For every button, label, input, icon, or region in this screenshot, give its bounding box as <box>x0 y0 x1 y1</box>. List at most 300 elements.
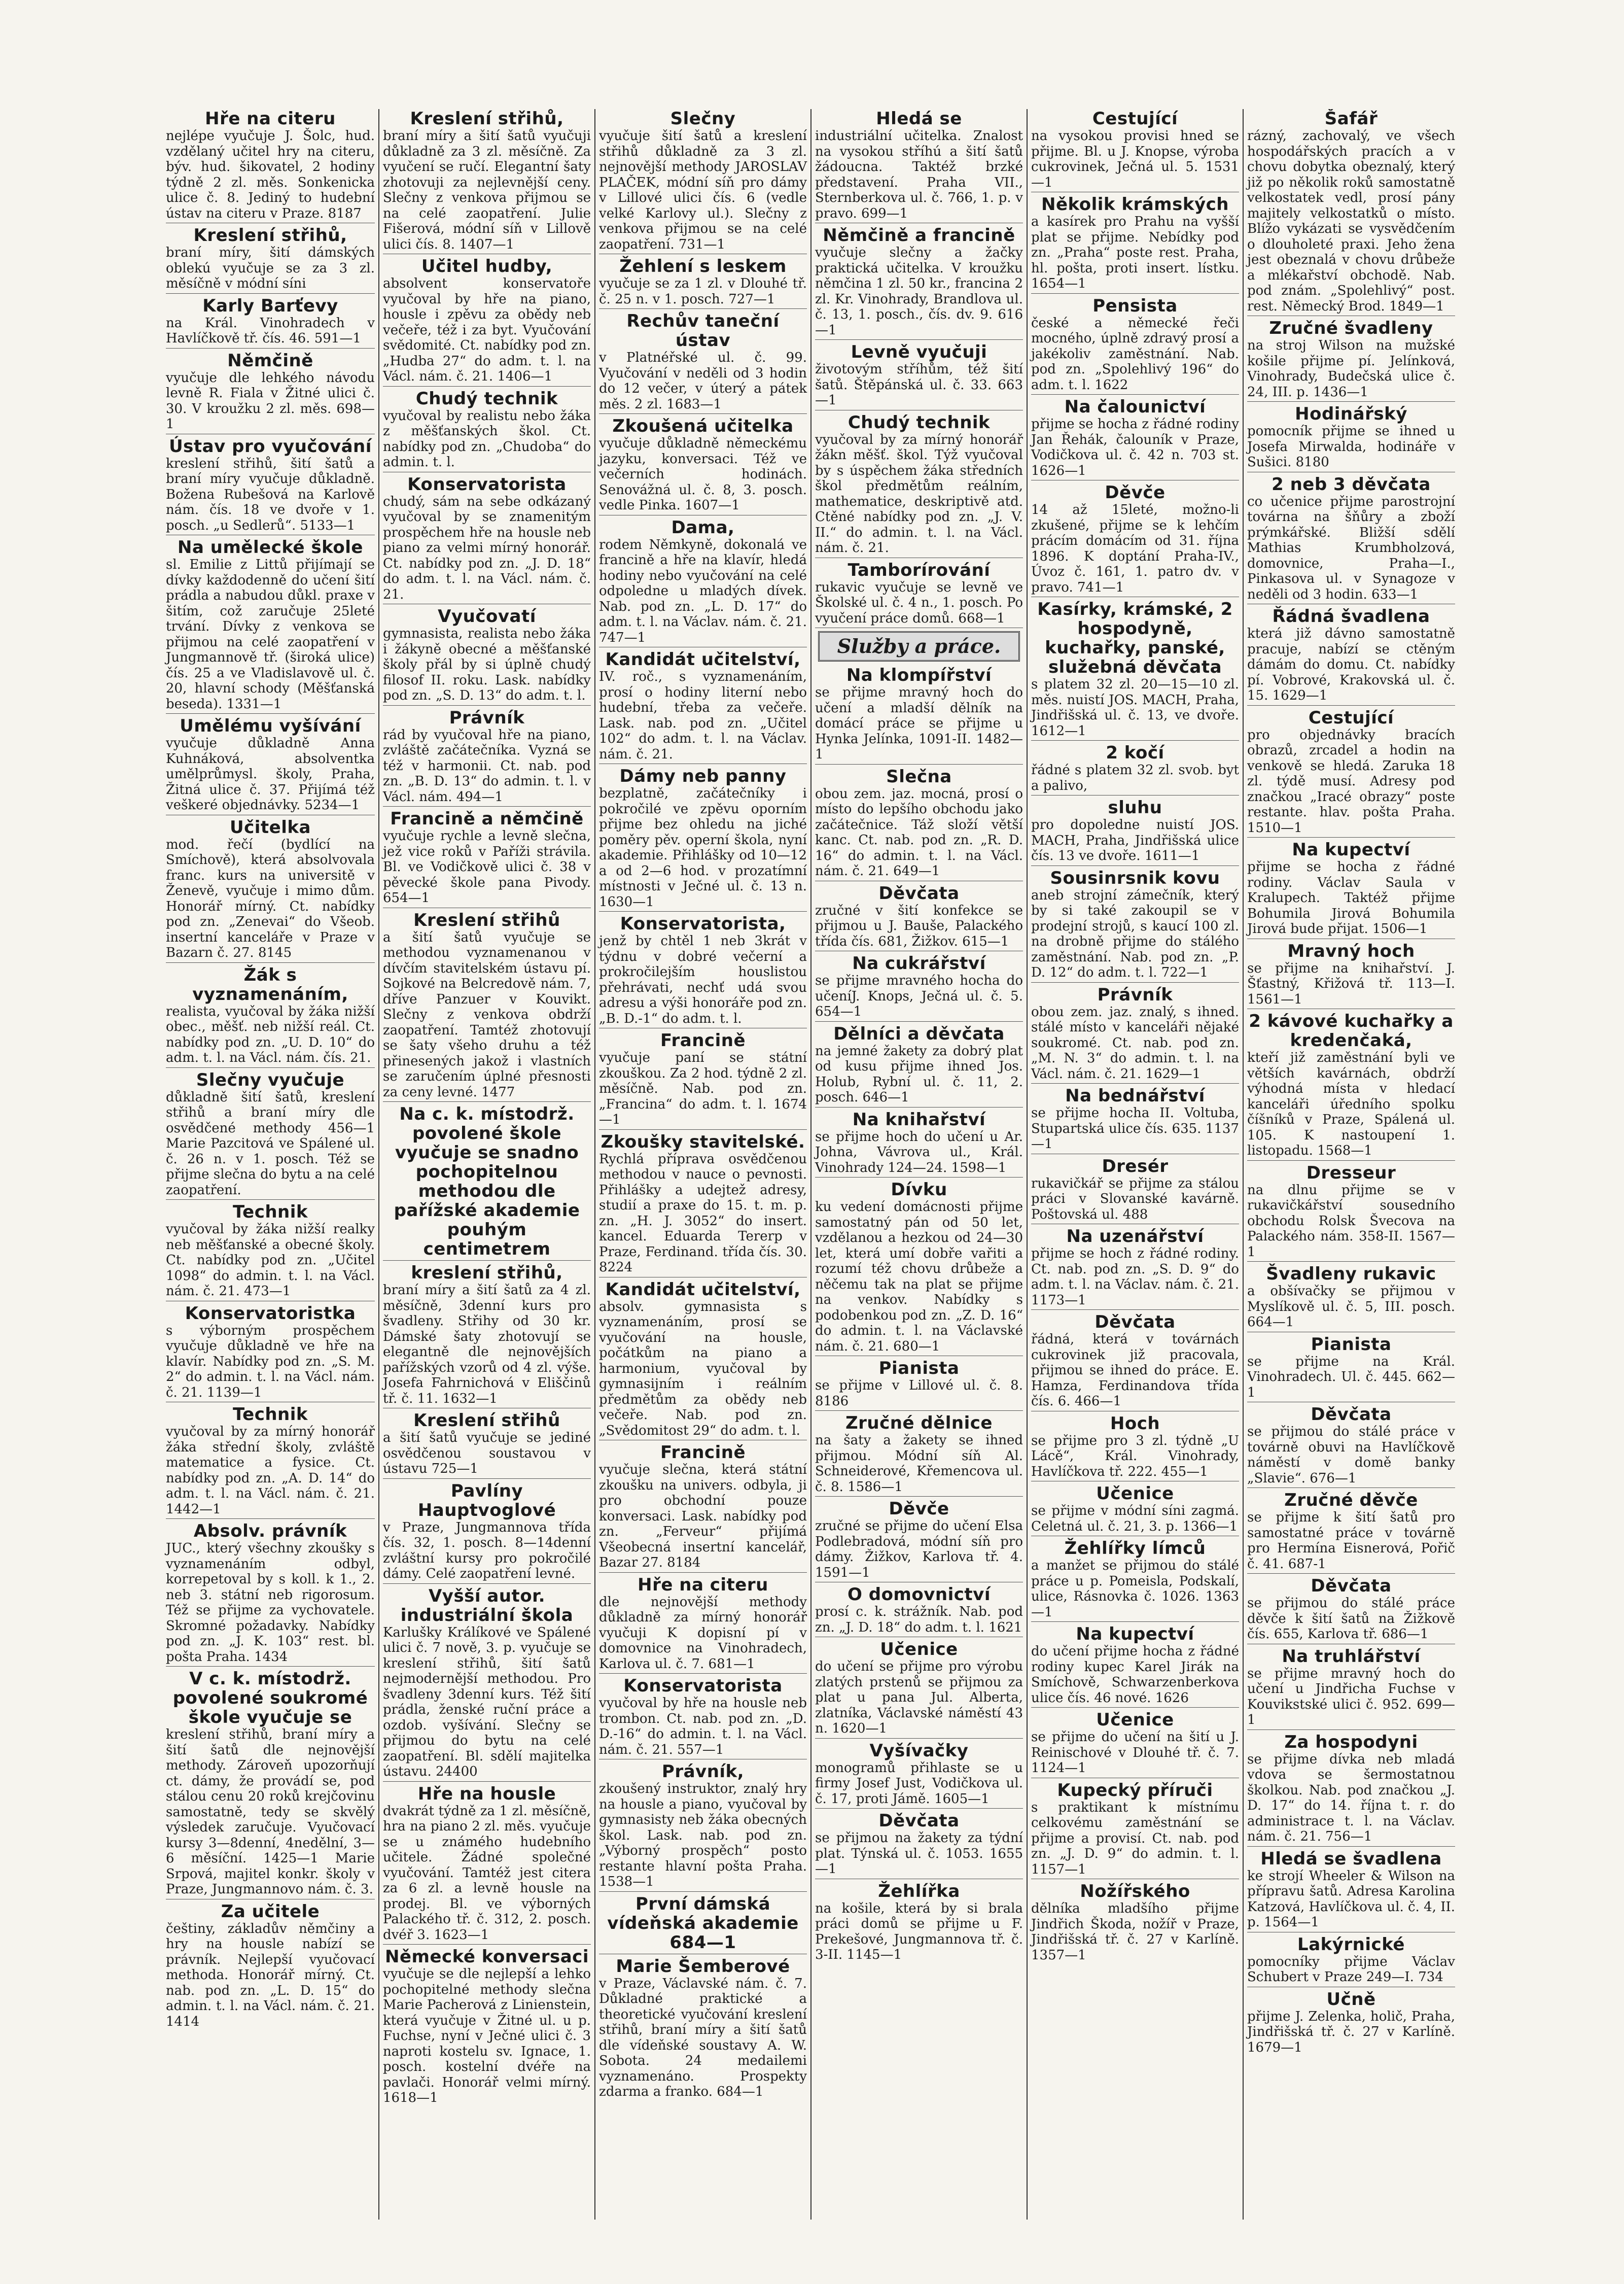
ad-heading: Děvčata <box>878 1811 960 1831</box>
ad-heading: Zkoušená učitelka <box>612 416 794 436</box>
classified-ad <box>383 389 591 472</box>
ad-body: ku vedení domácnosti přijme samostatný pán od 50 let, vzdělanou a hezkou od 24—30 let, která umí dobře vařiti a rozumí též chovu drůbeže a něčemu tak na plat se přijme na venkov. Nabídky s podobenkou pod zn. „Z. D. 16“ do admin. t. l. na Václavské nám. č. 21. 680—1 <box>815 1199 1023 1354</box>
ad-body: chudý, sám na sebe odkázaný vyučoval by se znamenitým prospěchem hře na housle neb piano za velmi mírný honorář. Ct. nabídky pod zn. „J. D. 18“ do adm. t. l. na Václ. nám. č. 21. <box>383 494 591 602</box>
ad-heading: Cestující <box>1092 109 1178 129</box>
classified-ad <box>599 1443 807 1573</box>
ad-body: dle nejnovější methody důkladně za mírný honorář vyučuji K dopisní pí v domovnice na Vinohradech, Karlova ul. č. 7. 681—1 <box>599 1594 807 1672</box>
ad-heading: Za hospodyni <box>1284 1732 1418 1752</box>
classified-ad <box>383 109 591 254</box>
ad-body: pomocník přijme se ihned u Josefa Mirwalda, hodináře v Sušici. 8180 <box>1247 424 1455 470</box>
classified-ad <box>1247 1849 1455 1932</box>
ad-heading: Právník, <box>661 1761 745 1782</box>
ad-heading: Francině a němčině <box>390 809 584 829</box>
classified-ad <box>1247 1491 1455 1574</box>
ad-body: nejlépe vyučuje J. Šolc, hud. vzdělaný učitel hry na citeru, býv. hud. šikovatel, 2 hodiny týdně 2 zl. měs. Sonkenicka ulice č. 8. Jediný to hudební ústav na citeru v Praze. 8187 <box>166 128 375 221</box>
ad-heading: V c. k. místodrž. povolené soukromé škole vyučuje se <box>172 1669 368 1727</box>
ad-heading: Učitelka <box>230 817 311 838</box>
ad-body: na košile, která by si brala práci domů se přijme u F. Prekešové, Jungmannova tř. č. 3-II. 1145—1 <box>815 1900 1023 1962</box>
ad-body: se přijme mravného hocha do učeníJ. Knops, Ječná ul. č. 5. 654—1 <box>815 973 1023 1019</box>
ad-heading: Konservatorista <box>407 474 567 495</box>
classified-ad <box>1031 1484 1239 1536</box>
ad-body: důkladně šití šatů, kreslení střihů a braní míry dle osvědčené methody 456—1 Marie Pazcitová ve Spálené ul. č. 26 n. v 1. posch. Též se přijme slečna do bytu a na celé zaopatření. <box>166 1089 375 1198</box>
ad-body: vyučoval by realistu nebo žáka z měšťanských škol. Ct. nabídky pod zn. „Chudoba“ do admin. t. l. <box>383 408 591 470</box>
ad-body: zručné se přijme do učení Elsa Podlebradová, módní síň pro dámy. Žižkov, Karlova tř. 4. 1591—1 <box>815 1518 1023 1580</box>
ad-body: kreslení střihů, šití šatů a braní míry vyučuje důkladně. Božena Rubešová na Karlově nám. čís. 18 ve dvoře v 1. posch. „u Sedlerů“. 5133—1 <box>166 456 375 533</box>
ad-body: aneb strojní zámečník, který by si také zakoupil se v prodejní strojů, s kaucí 100 zl. na drobně přijme do stálého zaměstnání. Nab. pod zn. „P. D. 12“ do adm. t. l. 722—1 <box>1031 887 1239 980</box>
ad-heading: Konservatorista <box>623 1676 783 1696</box>
ad-heading: Kupecký příruči <box>1057 1780 1213 1801</box>
classified-ad <box>166 437 375 536</box>
ad-body: na Král. Vinohradech v Havlíčkově tř. čís. 46. 591—1 <box>166 315 375 346</box>
ad-body: se přijme na knihařství. J. Šťastný, Křižová tř. 113—I. 1561—1 <box>1247 960 1455 1007</box>
ad-body: rodem Němkyně, dokonalá ve francině a hře na klavír, hledá hodiny nebo vyučování na celé odpoledne u mladých dívek. Nab. pod zn. „L. D. 17“ do adm. t. l. na Václav. nám. č. 21. 747—1 <box>599 537 807 645</box>
ad-heading: Karly Barťevy <box>202 295 338 316</box>
ad-body: na stroj Wilson na mužské košile přijme pí. Jelínková, Vinohrady, Budečská ulice č. 24, III. p. 1436—1 <box>1247 338 1455 400</box>
ad-heading: Za učitele <box>221 1901 320 1922</box>
classified-ad <box>599 914 807 1028</box>
classified-ad <box>166 1405 375 1519</box>
ad-body: na šaty a žakety se ihned přijmou. Módní síň Al. Schneiderové, Křemencova ul. č. 8. 1586—1 <box>815 1433 1023 1495</box>
classified-ad <box>1031 869 1239 983</box>
ad-body: se přijme do učení na šití u J. Reinischové v Dlouhé tř. č. 7. 1124—1 <box>1031 1729 1239 1776</box>
classified-ad <box>815 666 1023 765</box>
classified-ad <box>1031 1157 1239 1225</box>
classified-ad <box>815 109 1023 223</box>
ad-heading: Marie Šemberové <box>616 1956 790 1977</box>
classified-ad <box>1247 1264 1455 1332</box>
ad-heading: Němčině a francině <box>823 225 1015 246</box>
ad-body: a manžet se přijmou do stálé práce u p. Pomeisla, Podskalí, ulice, Rásnovka č. 1026. 1363—1 <box>1031 1558 1239 1620</box>
classified-ad <box>815 561 1023 629</box>
ad-body: vyučuje důkladně německému jazyku, konversaci. Též ve večerních hodinách. Senovážná ul. č. 8, 3. posch. vedle Pinka. 1607—1 <box>599 436 807 513</box>
ad-body: braní míry, šití dámských oblekú vyučuje se za 3 zl. měsíčně v módní síni <box>166 245 375 291</box>
ad-heading: Hodinářský <box>1295 404 1407 424</box>
classified-ad <box>815 1811 1023 1879</box>
ad-body: Rychlá příprava osvědčenou methodou v nauce o pevnosti. Přihlášky a udejtež adresy, studií a praxe do 15. t. m. p. zn. „H. J. 3052“ do insert. kancel. Eduarda Tererp v Praze, Ferdinand. třída čís. 30. 8224 <box>599 1151 807 1275</box>
classified-ad <box>1247 1990 1455 2057</box>
classified-ad <box>815 1882 1023 1964</box>
classified-ad <box>599 1132 807 1277</box>
classified-ad <box>166 1521 375 1667</box>
ad-heading: Učitel hudby, <box>421 256 553 276</box>
ad-heading: 2 kávové kuchařky a kredenčaká, <box>1249 1011 1454 1051</box>
ad-heading: Na uzenářství <box>1066 1226 1204 1247</box>
ad-heading: Levně vyučuji <box>851 342 987 362</box>
classified-ad <box>166 351 375 434</box>
classified-ad <box>1031 1882 1239 1964</box>
ad-heading: Kandidát učitelství, <box>605 1279 801 1300</box>
ad-body: IV. roč., s vyznamenáním, prosí o hodiny literní nebo hudební, třeba za večeře. Lask. nab. pod zn. „Učitel 102“ do adm. t. l. na Václav. nám. č. 21. <box>599 669 807 762</box>
classified-ad <box>1247 1012 1455 1161</box>
classified-ad <box>599 417 807 515</box>
classified-ad <box>1031 1539 1239 1622</box>
ad-heading: Pavlíny Hauptvoglové <box>417 1480 556 1520</box>
ad-heading: Kasírky, krámské, 2 hospodyně, kuchařky, panské, služebná děvčata <box>1037 599 1233 677</box>
classified-ad <box>166 296 375 349</box>
ad-body: pro dopoledne nuistí JOS. MACH, Praha, Jindřišská ulice čís. 13 ve dvoře. 1611—1 <box>1031 817 1239 863</box>
ad-body: řádné s platem 32 zl. svob. byt a palivo, <box>1031 763 1239 793</box>
ad-heading: Konservatoristka <box>185 1303 356 1324</box>
ad-body: v Praze, Jungmannova třída čís. 32, 1. posch. 8—14denní zvláštní kursy pro pokročilé dámy. Celé zaopatření levné. <box>383 1519 591 1581</box>
ad-heading: Chudý technik <box>848 412 991 433</box>
classified-ad <box>599 767 807 912</box>
ad-heading: Chudý technik <box>415 388 558 409</box>
ad-heading: Děvčata <box>1311 1404 1392 1425</box>
ad-heading: Právník <box>449 707 525 728</box>
classified-ad <box>1247 1405 1455 1488</box>
ad-body: a šití šatů vyučuje se methodou vyznamenanou v dívčím stavitelském ústavu pí. Sojkové na Belcredově nám. 7, dříve Panzuer v Kouvikt. Slečny z venkova obdrží zaopatření. Tamtéž zhotovují se šaty všeho druhu a též přinesených jakož i vlastních se zaručením úplné přesnosti za ceny levné. 1477 <box>383 929 591 1100</box>
classified-ad <box>166 109 375 223</box>
ad-body: na vysokou provisi hned se přijme. Bl. u J. Knopse, výroba cukrovinek, Ječná ul. 5. 1531—1 <box>1031 128 1239 190</box>
ad-body: vyučuje se dle nejlepší a lehko pochopitelné methody slečna Marie Pacherová z Linienstein, která vyučuje v Žitné ul. u p. Fuchse, nyní v Ječné ulici č. 3 naproti kostelu sv. Ignace, 1. posch. kostelní dvéře na pavlači. Honorář velmi mírný. 1618—1 <box>383 1966 591 2105</box>
ad-body: Karlušky Králíkové ve Spálené ulici č. 7 nově, 3. p. vyučuje se kreslení střihů, šití šatů nejmodernější methodou. Pro švadleny 3denní kurs. Též šití prádla, ženské ruční práce a ozdob. vyšívání. Slečny se přijmou do bytu na celé zaopatření. Bl. sdělí majitelka ústavu. 24400 <box>383 1624 591 1779</box>
ad-heading: Hledá se <box>876 109 962 129</box>
classified-ad <box>1031 109 1239 192</box>
ad-heading: Učně <box>1326 1989 1376 2010</box>
ad-body: se přijme mravný hoch do učení a mladší dělník na domácí práce se přijme u Hynka Jelínka, 1091-II. 1482—1 <box>815 685 1023 762</box>
ad-heading: Dámy neb panny <box>619 766 787 786</box>
ad-heading: Vyučovatí <box>438 606 536 627</box>
ad-body: přijme se hoch z řádné rodiny. Ct. nab. pod zn. „S. D. 9“ do adm. t. l. na Václav. nám. č. 21. 1173—1 <box>1031 1246 1239 1308</box>
ad-heading: Na kupectví <box>1292 840 1410 860</box>
ad-heading: Na klompířství <box>846 665 992 685</box>
classified-ad <box>1247 1935 1455 1987</box>
ad-heading: Na čalounictví <box>1064 397 1206 417</box>
ad-body: rukavičkář se přijme za stálou práci v Slovanské kavárně. Poštovská ul. 488 <box>1031 1175 1239 1222</box>
ad-heading: Vyšívačky <box>869 1740 969 1761</box>
ad-body: prosí c. k. strážník. Nab. pod zn. „J. D. 18“ do adm. t. l. 1621 <box>815 1604 1023 1635</box>
classified-ad <box>815 884 1023 952</box>
ad-body: sl. Emilie z Littů přijímají se dívky každodenně do učení šití prádla a nabudou důkl. praxe v šitím, což zaručuje 25leté trvání. Dívky z venkova se přijmou na celé zaopatření v Jungmannově tř. (široká ulice) čís. 25 a ve Vladislavově ul. č. 20, hlavní schody (Měšťanská beseda). 1331—1 <box>166 557 375 712</box>
ad-heading: Žehlení s leskem <box>619 256 787 276</box>
classified-ad <box>383 1586 591 1782</box>
ad-body: která již dávno samostatně pracuje, nabízí se ctěným dámám do domu. Ct. nabídky pí. Vobrové, Krakovská ul. č. 15. 1629—1 <box>1247 626 1455 703</box>
ad-heading: Děvčata <box>878 883 960 904</box>
ad-heading: Hře na citeru <box>205 109 336 129</box>
classified-ad <box>1031 483 1239 597</box>
ad-body: kreslení střihů, braní míry a šití šatů dle nejnovější methody. Zároveň upozorňují ct. dámy, že provádí se, pod stálou cenu 20 roků krejčovinu samostatně, tedy se skvělý výsledek zaručuje. Vyučovací kursy 3—8denní, 4nedělní, 3—6 měsíční. 1425—1 Marie Srpová, majitel konkr. školy v Praze, Jungmannovo nám. č. 3. <box>166 1727 375 1897</box>
ad-heading: Na cukrářství <box>852 953 986 974</box>
ad-heading: Kreslení střihů, <box>193 225 347 246</box>
section-banner: Služby a práce. <box>818 631 1020 662</box>
ad-body: pomocníky přijme Václav Schubert v Praze 249—I. 734 <box>1247 1954 1455 1985</box>
ad-body: a kasírek pro Prahu na vyšší plat se přijme. Nebídky pod zn. „Praha“ poste rest. Praha, hl. pošta, proti insert. lístku. 1654—1 <box>1031 214 1239 291</box>
ad-body: bezplatně, začátečníky i pokročilé ve zpěvu oporním přijme bez ohledu na jiché poměry pěv. operní škola, nyní akademie. Přihlášky od 10—12 a od 2—6 hod. v prozatímní místnosti v Ječné ul. č. 13 n. 1630—1 <box>599 786 807 910</box>
classified-ad <box>1031 1414 1239 1482</box>
classified-ad <box>1247 1733 1455 1847</box>
ad-body: v Praze, Václavské nám. č. 7. Důkladné praktické a theoretické vyučování kreslení střihů, braní míry a šití šatů dle vídeňské soustavy A. W. Sobota. 24 medailemi vyznamenáno. Prospekty zdarma a franko. 684—1 <box>599 1976 807 2099</box>
classified-ad <box>599 1894 807 1954</box>
ad-body: ke strojí Wheeler & Wilson na přípravu šatů. Adresa Karolina Katzová, Havlíčkova ul. č. 4, II. p. 1564—1 <box>1247 1868 1455 1930</box>
classified-ad <box>599 518 807 648</box>
classified-ad <box>383 607 591 706</box>
ad-heading: Sousinrsnik kovu <box>1050 868 1220 888</box>
ad-body: mod. řečí (bydlící na Smíchově), která absolvovala franc. kurs na universitě v Ženevě, vyučuje i mimo dům. Honorář mírný. Ct. nabídky pod zn. „Zenevai“ do Všeob. insertní kanceláře v Praze v Bazarn č. 27. 8145 <box>166 837 375 960</box>
column-2 <box>378 109 594 2220</box>
classified-ad <box>1247 1576 1455 1644</box>
ad-heading: Na umělecké škole <box>178 537 363 558</box>
ad-body: 14 až 15leté, možno-li zkušené, přijme se k lehčím prácím domácím od 31. října 1896. K doptání Praha-IV., Úvoz č. 161, 1. patro dv. v pravo. 741—1 <box>1031 502 1239 595</box>
ad-heading: Francině <box>660 1030 746 1051</box>
ad-body: na jemné žakety za dobrý plat od kusu přijme ihned Jos. Holub, Rybní ul. č. 11, 2. posch. 646—1 <box>815 1043 1023 1105</box>
classified-ad <box>166 818 375 963</box>
ad-heading: Několik krámských <box>1041 194 1229 215</box>
ad-heading: Mravný hoch <box>1287 941 1415 961</box>
ad-heading: Tamborírování <box>848 560 991 580</box>
ad-body: rád by vyučoval hře na piano, zvláště začátečníka. Vyzná se též v harmonii. Ct. nab. pod zn. „B. D. 13“ do admin. t. l. v Václ. nám. 494—1 <box>383 727 591 805</box>
classified-ad <box>383 809 591 908</box>
classified-ad <box>815 226 1023 340</box>
ad-heading: Dívku <box>891 1180 947 1200</box>
ad-body: v Platnéřské ul. č. 99. Vyučování v neděli od 3 hodin do 12 večer, v úterý a pátek měs. 2 zl. 1683—1 <box>599 350 807 412</box>
column-3 <box>594 109 810 2220</box>
ad-body: pro objednávky bracích obrazů, zrcadel a hodin na venkově se hledá. Zaruka 18 zl. týdě musí. Adresy pod značkou „Iracé obrazy“ poste restante. hlav. pošta Praha. 1510—1 <box>1247 727 1455 836</box>
ad-body: a šití šatů vyučuje se jediné osvědčenou soustavou v ústavu 725—1 <box>383 1430 591 1476</box>
ad-body: realista, vyučoval by žáka nižší obec., měšť. neb nižší reál. Ct. nabídky pod zn. „U. D. 10“ do adm. t. l. na Václ. nám. čís. 21. <box>166 1003 375 1065</box>
column-4 <box>810 109 1027 2220</box>
classified-ad <box>383 911 591 1102</box>
classified-ad <box>815 413 1023 558</box>
classified-ad <box>1031 296 1239 395</box>
ad-body: se přijmou na žakety za týdní plat. Týnská ul. č. 1053. 1655—1 <box>815 1830 1023 1877</box>
classified-ad <box>599 1031 807 1130</box>
ad-heading: Švadleny rukavic <box>1266 1264 1436 1284</box>
ad-heading: Učenice <box>880 1639 958 1659</box>
classified-ad <box>1031 1624 1239 1708</box>
ad-heading: Ústav pro vyučování <box>169 436 372 457</box>
classified-ad <box>815 1110 1023 1178</box>
ad-body: dělníka mladšího přijme Jindřich Škoda, nožíř v Praze, Jindřišská tř. č. 27 v Karlíně. 1357—1 <box>1031 1901 1239 1963</box>
ad-body: se přijme dívka neb mladá vdova se šermostatnou školkou. Nab. pod značkou „J. D. 17“ do 14. října t. r. do administrace t. l. na Václav. nám. č. 21. 756—1 <box>1247 1751 1455 1844</box>
classified-ad <box>599 1957 807 2101</box>
column-5 <box>1027 109 1243 2220</box>
classified-ad <box>383 1104 591 1261</box>
ad-body: absolvent konservatoře vyučoval by hře na piano, housle i zpěvu za obědy neb večeře, též i za byt. Vyučování svědomité. Ct. nabídky pod zn. „Hudba 27“ do adm. t. l. na Václ. nám. č. 21. 1406—1 <box>383 276 591 384</box>
classified-ad <box>383 1263 591 1408</box>
ad-body: braní míry a šití šatů vyučuji důkladně za 3 zl. měsíčně. Za vyučení se ručí. Elegantní šaty zhotovuji za nejlevnější ceny. Slečny z venkova přijmou se na celé zaopatření. Julie Fišerová, módní síň v Lillově ulici čís. 8. 1407—1 <box>383 128 591 252</box>
ad-body: s výborným prospěchem vyučuje důkladně ve hře na klavír. Nabídky pod zn. „S. M. 2“ do admin. t. l. na Václ. nám. č. 21. 1139—1 <box>166 1323 375 1400</box>
ad-heading: Žák s vyznamenáním, <box>192 964 348 1005</box>
ad-heading: Vyšší autor. industriální škola <box>400 1585 574 1625</box>
classified-ad <box>383 475 591 605</box>
classified-ad <box>815 1640 1023 1739</box>
classified-ad <box>815 767 1023 881</box>
ad-body: přijme se hocha z řádné rodiny Jan Řehák, čalouník v Praze, Vodičkova ul. č. 42 n. 703 st. 1626—1 <box>1031 417 1239 478</box>
ad-heading: 2 neb 3 děvčata <box>1272 474 1431 495</box>
ad-heading: Právník <box>1097 984 1173 1005</box>
ad-body: do učení přijme hocha z řádné rodiny kupec Karel Jirák na Smíchově, Schwarzenberkova ulice čís. 46 nové. 1626 <box>1031 1644 1239 1706</box>
ad-heading: Kreslení střihů, <box>410 109 564 129</box>
ad-body: vyučuje slečny a žačky praktická učitelka. V kroužku němčina 1 zl. 50 kr., francina 2 zl. Kr. Vinohrady, Brandlova ul. č. 13, 1. posch., čís. dv. 9. 616—1 <box>815 245 1023 338</box>
ad-body: braní míry a šití šatů za 4 zl. měsíčně, 3denní kurs pro švadleny. Střihy od 30 kr. Dámské šaty zhotovují se elegantně dle nejnovějších pařížských vzorů od 4 zl. výše. Josefa Fahrnichová v Eliščinů tř. č. 11. 1632—1 <box>383 1283 591 1406</box>
ad-heading: Rechův taneční ústav <box>626 311 780 351</box>
ad-heading: O domovnictví <box>848 1584 991 1605</box>
classified-ad <box>166 538 375 714</box>
classified-ad <box>1031 195 1239 294</box>
ad-body: co učenice přijme parostrojní továrna na šňůry a zboží prýmkářské. Bližší sdělí Mathias Krumbholzová, domovnice, Praha—I., Pinkasova ul. v Synagoze v neděli od 3 hodin. 633—1 <box>1247 494 1455 602</box>
column-1 <box>162 109 378 2220</box>
ad-heading: 2 kočí <box>1106 743 1164 763</box>
ad-heading: Absolv. právník <box>193 1521 347 1541</box>
ad-body: zručné v šití konfekce se přijmou u J. Bauše, Palackého třída čís. 681, Žižkov. 615—1 <box>815 903 1023 949</box>
classified-ad <box>815 1359 1023 1411</box>
ad-heading: kreslení střihů, <box>411 1263 563 1283</box>
ad-body: češtiny, základův němčiny a hry na housle nabízí se právník. Nejlepší vyučovací methoda. Honorář mírný. Ct. nab. pod zn. „L. D. 15“ do admin. t. l. na Václ. nám. č. 21. 1414 <box>166 1921 375 2029</box>
ad-body: přijme se hocha z řádné rodiny. Václav Saula v Kralupech. Taktéž přijme Bohumila Jirová Bohumila Jirová bude přijat. 1506—1 <box>1247 859 1455 937</box>
ad-heading: Děvče <box>889 1499 949 1519</box>
ad-body: vyučoval by hře na housle neb trombon. Ct. nab. pod zn. „D. D.-16“ do admin. t. l. na Václ. nám. č. 21. 557—1 <box>599 1695 807 1757</box>
classified-ad <box>166 965 375 1068</box>
ad-heading: Němčině <box>227 350 313 371</box>
ad-body: jenž by chtěl 1 neb 3krát v týdnu v dobré večerní a prokročilejším houslistou přehrávati, nechť udá svou adresu a výši honoráře pod zn. „B. D.-1“ do adm. t. l. <box>599 933 807 1026</box>
ad-heading: Na c. k. místodrž. povolené škole vyučuje se snadno pochopitelnou methodou dle pařížské akademie pouhým centimetrem <box>394 1104 580 1259</box>
ad-heading: sluhu <box>1108 798 1162 818</box>
classified-ad <box>599 1575 807 1674</box>
ad-heading: Kandidát učitelství, <box>605 649 801 670</box>
ad-body: absolv. gymnasista s vyznamenáním, prosí se vyučování na housle, počátkům na piano a harmonium, vyučoval by gymnasijním i reálním předmětům za obědy neb večeře. Nab. pod zn. „Svědomitost 29“ do adm. t. l. <box>599 1299 807 1438</box>
ad-heading: Děvče <box>1105 482 1166 503</box>
ad-body: JUC., který všechny zkoušky s vyznamenáním odbyl, korrepetoval by s koll. k 1., 2. neb 3. státní neb rigorosum. Též se přijme za vychovatele. Skromné požadavky. Nabídky pod zn. „J. K. 103“ rest. bl. pošta Praha. 1434 <box>166 1541 375 1665</box>
ad-heading: Děvčata <box>1311 1576 1392 1596</box>
classified-ad <box>815 1180 1023 1356</box>
ad-body: vyučuje šití šatů a kreslení střihů důkladně za 3 zl. nejnovější methody JAROSLAV PLAČEK, módní síň pro dámy v Lillové ulici čís. 6 (vedle velké Karlovy ul.). Slečny z venkova přijmou se na celé zaopatření. 731—1 <box>599 128 807 252</box>
classified-ad <box>383 708 591 807</box>
classified-ad <box>599 109 807 254</box>
ad-heading: Děvčata <box>1095 1312 1176 1332</box>
ad-heading: Řádná švadlena <box>1272 606 1430 627</box>
classified-ad <box>1247 1647 1455 1730</box>
ad-heading: Na truhlářství <box>1282 1646 1421 1667</box>
classified-ad <box>599 1762 807 1892</box>
ad-heading: Žehlířka <box>878 1881 960 1901</box>
ad-heading: Konservatorista, <box>620 914 786 934</box>
ad-heading: Dělníci a děvčata <box>833 1023 1005 1044</box>
ad-heading: Hledá se švadlena <box>1260 1848 1442 1869</box>
classified-ad <box>815 1585 1023 1637</box>
ad-heading: Technik <box>232 1202 308 1222</box>
ad-heading: Cestující <box>1308 707 1394 728</box>
ad-heading: Pianista <box>878 1358 960 1378</box>
ad-body: vyučuje slečna, která státní zkoušku na univers. odbyla, ji pro obchodní pouze konversaci. Lask. nabídky pod zn. „Ferveur“ přijímá Všeobecná insertní kancelář, Bazar 27. 8184 <box>599 1462 807 1570</box>
ad-body: zkoušený instruktor, znalý hry na housle a piano, vyučoval by gymnasisty neb žáka obecných škol. Lask. nab. pod zn. „Výborný prospěch“ posto restante hlavní pošta Praha. 1538—1 <box>599 1781 807 1889</box>
ad-body: s platem 32 zl. 20—15—10 zl. měs. nuistí JOS. MACH, Praha, Jindřišská ul. č. 13, ve dvoře. 1612—1 <box>1031 677 1239 739</box>
classified-ad <box>383 1947 591 2107</box>
ad-body: vyučuje se za 1 zl. v Dlouhé tř. č. 25 n. v 1. posch. 727—1 <box>599 276 807 307</box>
ad-body: přijme J. Zelenka, holič, Praha, Jindřišská tř. č. 27 v Karlíně. 1679—1 <box>1247 2009 1455 2055</box>
ad-body: se přijme hoch do učení u Ar. Johna, Vávrova ul., Král. Vinohrady 124—24. 1598—1 <box>815 1129 1023 1175</box>
ad-body: na dlnu přijme se v rukavičkářství sousedního obchodu Rolsk Švecova na Palackého nám. 358-II. 1567—1 <box>1247 1182 1455 1260</box>
ad-heading: Zručné švadleny <box>1269 318 1433 338</box>
classified-ad <box>166 1669 375 1899</box>
ad-heading: Kreslení střihů <box>413 910 560 930</box>
classified-ad <box>1031 743 1239 795</box>
ad-body: do učení se přijme pro výrobu zlatých prstenů se přijmou za plat u pana Jul. Alberta, zlatníka, Václavské náměstí 43 n. 1620—1 <box>815 1659 1023 1736</box>
ad-body: se přijme k šití šatů pro samostatné práce v továrně pro Hermína Eisnerová, Pořič č. 41. 687-1 <box>1247 1510 1455 1572</box>
classified-ad <box>815 1413 1023 1497</box>
ad-heading: Zručné dělnice <box>845 1413 993 1433</box>
ad-body: se přijme v Lillové ul. č. 8. 8186 <box>815 1378 1023 1409</box>
classified-ad <box>1031 1227 1239 1310</box>
ad-heading: Žehlířky límců <box>1064 1538 1206 1559</box>
ad-heading: Slečny vyučuje <box>196 1069 345 1090</box>
classified-ad <box>383 257 591 387</box>
ad-body: vyučoval by za mírný honorář žáka střední školy, zvláště matematice a fysice. Ct. nabídky pod zn. „A. D. 14“ do adm. t. l. na Václ. nám. č. 21. 1442—1 <box>166 1424 375 1517</box>
classified-ad <box>166 1304 375 1403</box>
ad-heading: Na kupectví <box>1076 1624 1194 1644</box>
classified-ad <box>815 954 1023 1022</box>
classified-ad <box>815 342 1023 410</box>
ad-body: monogramů přihlaste se u firmy Josef Just, Vodičkova ul. č. 17, proti Jámě. 1605—1 <box>815 1760 1023 1807</box>
ad-body: a obšívačky se přijmou v Myslíkově ul. č. 5, III. posch. 664—1 <box>1247 1284 1455 1330</box>
ad-body: se přijme na Král. Vinohradech. Ul. č. 445. 662—1 <box>1247 1354 1455 1400</box>
ad-heading: Pianista <box>1311 1334 1392 1355</box>
ad-body: řádná, která v továrnách cukrovinek již pracovala, přijmou se ihned do práce. E. Hamza, Ferdinandova třída čís. 6. 466—1 <box>1031 1332 1239 1409</box>
ad-heading: Německé konversaci <box>385 1947 589 1967</box>
ad-body: rukavic vyučuje se levně ve Školské ul. č. 4 n., 1. posch. Po vyučení práce domů. 668—1 <box>815 579 1023 626</box>
ad-body: se přijme hocha II. Voltuba, Stupartská ulice čís. 635. 1137—1 <box>1031 1105 1239 1152</box>
classified-ad <box>1247 109 1455 316</box>
ad-body: životovým stříhům, též šití šatů. Štěpánská ul. č. 33. 663—1 <box>815 362 1023 408</box>
ad-heading: Šafář <box>1324 109 1378 129</box>
ad-heading: Učenice <box>1096 1710 1174 1730</box>
ad-body: dvakrát týdně za 1 zl. měsíčně, hra na piano 2 zl. měs. vyučuje se u známého hudebního učitele. Žádné společné vyučování. Tamtéž jest citera za 6 zl. a levně housle na prodej. Bl. ve výborných Palackého tř. č. 312, 2. posch. dvéř 3. 1623—1 <box>383 1803 591 1943</box>
ad-columns <box>162 109 1461 2220</box>
ad-body: vyučuje důkladně Anna Kuhnáková, absolventka umělprůmysl. školy, Praha, Žitná ulice č. 37. Přijímá též veškeré objednávky. 5234—1 <box>166 736 375 813</box>
ad-heading: Slečny <box>670 109 736 129</box>
classified-ad <box>1247 708 1455 838</box>
classified-ad <box>1031 985 1239 1084</box>
ad-body: se přijmou do stálé práce v továrně obuvi na Havlíčkově náměstí v domě banky „Slavie“. 676—1 <box>1247 1424 1455 1486</box>
ad-body: gymnasista, realista nebo žáka i žákyně obecné a měšťanské školy přál by si úplně chudý filosof II. roku. Lask. nabídky pod zn. „S. D. 13“ do adm. t. l. <box>383 626 591 703</box>
ad-heading: Technik <box>232 1404 308 1425</box>
ad-heading: Umělému vyšívání <box>180 716 361 736</box>
classified-ad <box>166 716 375 815</box>
ad-body: rázný, zachovalý, ve všech hospodářských pracích a v chovu dobytka obeznalý, který již po několik roků samostatně velkostatek vedl, prosí pány majitely velkostatků o místo. Blížo vykázati se vysvědčením o dlouholeté praxi. Jeho žena jest obeznalá v chovu drůbeže a mlékařství obchodě. Nab. pod znám. „Spolehlivý“ post. rest. Německý Brod. 1849—1 <box>1247 128 1455 314</box>
classified-ad <box>815 1499 1023 1582</box>
ad-body: se přijme pro 3 zl. týdně „U Lácě“, Král. Vinohrady, Havlíčkova tř. 222. 455—1 <box>1031 1433 1239 1479</box>
classified-ad <box>1247 319 1455 402</box>
classified-ad <box>166 1070 375 1200</box>
classified-ad <box>1031 1086 1239 1154</box>
ad-heading: Učenice <box>1096 1483 1174 1504</box>
ad-heading: Hře na housle <box>417 1783 556 1804</box>
ad-heading: Na bednářství <box>1065 1086 1205 1106</box>
ad-heading: Pensista <box>1092 295 1178 316</box>
classified-ad <box>383 1481 591 1584</box>
classified-ad <box>1247 607 1455 706</box>
classified-ad <box>166 1202 375 1301</box>
ad-heading: Dama, <box>671 517 735 538</box>
ad-heading: Dresér <box>1102 1156 1169 1176</box>
classified-ad <box>1247 1335 1455 1403</box>
classified-ad <box>599 257 807 309</box>
ad-body: vyučuje dle lehkého návodu levně R. Fiala v Žitné ulici č. 30. V kroužku 2 zl. měs. 698—1 <box>166 370 375 432</box>
ad-heading: Hoch <box>1110 1413 1160 1434</box>
classified-ad <box>1031 397 1239 480</box>
ad-body: obou zem. jaz. znalý, s ihned. stálé místo v kanceláři nějaké soukromé. Ct. nab. pod zn. „M. N. 3“ do admin. t. l. na Václ. nám. č. 21. 1629—1 <box>1031 1004 1239 1082</box>
ad-heading: Lakýrnické <box>1297 1934 1405 1955</box>
ad-body: vyučuje paní se státní zkouškou. Za 2 hod. týdně 2 zl. měsíčně. Nab. pod zn. „Francina“ do adm. t. l. 1674—1 <box>599 1050 807 1127</box>
ad-heading: První dámská vídeňská akademie 684—1 <box>607 1893 799 1953</box>
classified-ad <box>1031 798 1239 866</box>
ad-body: české a německé řeči mocného, úplně zdravý prosí a jakékoliv zaměstnání. Nab. pod zn. „Spolehlivý 196“ do adm. t. l. 1622 <box>1031 315 1239 393</box>
ad-body: obou zem. jaz. mocná, prosí o místo do lepšího obchodu jako začátečnice. Táž složí větší kanc. Ct. nab. pod zn. „R. D. 16“ do admin. t. l. na Václ. nám. č. 21. 649—1 <box>815 786 1023 879</box>
classified-ad <box>383 1784 591 1945</box>
ad-heading: Zručné děvče <box>1284 1490 1418 1510</box>
classified-ad <box>166 1902 375 2031</box>
classified-ad <box>815 1024 1023 1108</box>
classified-ad <box>1031 1710 1239 1778</box>
